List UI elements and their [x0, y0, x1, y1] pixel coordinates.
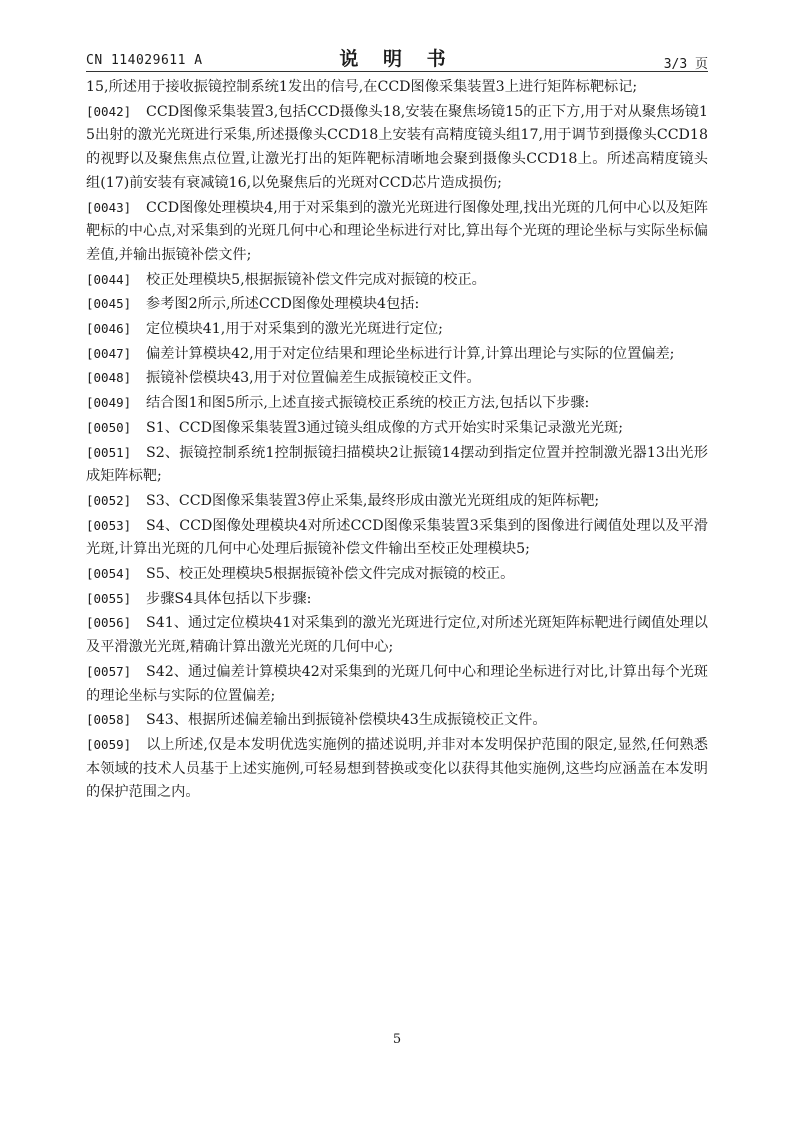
paragraph [86, 708, 708, 733]
header-divider [86, 71, 708, 72]
paragraph-text: CCD图像采集装置3,包括CCD摄像头18,安装在聚焦场镜15的正下方,用于对从聚焦场镜15出射的激光光斑进行采集,所述摄像头CCD18上安装有高精度镜头组17,用于调节到摄像头CCD18的视野以及聚焦焦点位置,让激光打出的矩阵靶标清晰地会聚到摄像头CCD18上。所述高精度镜头组(17)前安装有衰减镜16,以免聚焦后的光斑对CCD芯片造成损伤; [86, 103, 708, 191]
paragraph [86, 562, 708, 587]
paragraph-text: 校正处理模块5,根据振镜补偿文件完成对振镜的校正。 [146, 271, 486, 288]
page-indicator: 3/3 页 [663, 57, 708, 72]
paragraph-text: 偏差计算模块42,用于对定位结果和理论坐标进行计算,计算出理论与实际的位置偏差; [146, 345, 675, 362]
paragraph [86, 587, 708, 612]
paragraph-text: S41、通过定位模块41对采集到的激光光斑进行定位,对所述光斑矩阵标靶进行阈值处理以及平滑激光光斑,精确计算出激光光斑的几何中心; [86, 615, 708, 656]
paragraph-number: [0047] [86, 345, 132, 361]
paragraph [86, 514, 708, 562]
paragraph-number: [0045] [86, 296, 132, 312]
paragraph [86, 292, 708, 317]
paragraph-text: S5、校正处理模块5根据振镜补偿文件完成对振镜的校正。 [146, 566, 515, 583]
paragraph [86, 366, 708, 391]
paragraph-number: [0058] [86, 712, 132, 728]
paragraph [86, 391, 708, 416]
publication-number: CN 114029611 A [86, 53, 203, 68]
paragraph-text: S4、CCD图像处理模块4对所述CCD图像采集装置3采集到的图像进行阈值处理以及平滑光斑,计算出光斑的几何中心处理后振镜补偿文件输出至校正处理模块5; [86, 517, 708, 558]
paragraph-text: 参考图2所示,所述CCD图像处理模块4包括: [146, 296, 420, 313]
paragraph-text: S43、根据所述偏差输出到振镜补偿模块43生成振镜校正文件。 [146, 712, 547, 729]
paragraph [86, 489, 708, 514]
paragraph [86, 733, 708, 805]
paragraph-number: [0051] [86, 444, 132, 460]
paragraph-text: CCD图像处理模块4,用于对采集到的激光光斑进行图像处理,找出光斑的几何中心以及矩阵靶标的中心点,对采集到的光斑几何中心和理论坐标进行对比,算出每个光斑的理论坐标与实际坐标偏差值,并输出振镜补偿文件; [86, 199, 708, 263]
paragraph-text: S2、振镜控制系统1控制振镜扫描模块2让振镜14摆动到指定位置并控制激光器13出光形成矩阵标靶; [86, 444, 708, 485]
paragraph-number: [0056] [86, 615, 132, 631]
page-number: 5 [392, 1032, 402, 1047]
paragraph-number: [0053] [86, 517, 132, 533]
paragraph-number: [0043] [86, 199, 132, 215]
paragraph-number: [0059] [86, 736, 132, 752]
paragraph-number: [0048] [86, 370, 132, 386]
paragraph-number: [0050] [86, 419, 132, 435]
document-title: 说 明 书 [339, 48, 455, 70]
paragraph-text: 结合图1和图5所示,上述直接式振镜校正系统的校正方法,包括以下步骤: [146, 395, 590, 412]
paragraph-number: [0057] [86, 663, 132, 679]
page-header [86, 42, 708, 72]
paragraph-number: [0055] [86, 590, 132, 606]
paragraph-text: 振镜补偿模块43,用于对位置偏差生成振镜校正文件。 [146, 370, 481, 387]
paragraph [86, 196, 708, 268]
document-body [86, 76, 708, 805]
paragraph-text: 以上所述,仅是本发明优选实施例的描述说明,并非对本发明保护范围的限定,显然,任何熟悉本领域的技术人员基于上述实施例,可轻易想到替换或变化以获得其他实施例,这些均应涵盖在本发明的保护范围之内。 [86, 736, 708, 801]
paragraph-number: [0049] [86, 395, 132, 411]
paragraph-number: [0054] [86, 566, 132, 582]
paragraph-number: [0042] [86, 103, 132, 119]
paragraph-number: [0044] [86, 271, 132, 287]
paragraph [86, 611, 708, 659]
paragraph-list [86, 100, 708, 805]
paragraph-number: [0052] [86, 492, 132, 508]
paragraph-text: S42、通过偏差计算模块42对采集到的光斑几何中心和理论坐标进行对比,计算出每个光斑的理论坐标与实际的位置偏差; [86, 663, 708, 704]
paragraph [86, 317, 708, 342]
paragraph-number: [0046] [86, 321, 132, 337]
paragraph [86, 100, 708, 196]
paragraph-text: 步骤S4具体包括以下步骤: [146, 590, 312, 607]
paragraph [86, 342, 708, 367]
paragraph-text: 定位模块41,用于对采集到的激光光斑进行定位; [146, 321, 443, 338]
paragraph [86, 441, 708, 489]
paragraph [86, 268, 708, 293]
paragraph [86, 416, 708, 441]
paragraph-text: S1、CCD图像采集装置3通过镜头组成像的方式开始实时采集记录激光光斑; [146, 419, 624, 436]
paragraph-text: S3、CCD图像采集装置3停止采集,最终形成由激光光斑组成的矩阵标靶; [146, 492, 600, 509]
paragraph [86, 660, 708, 708]
continuation-text: 15,所述用于接收振镜控制系统1发出的信号,在CCD图像采集装置3上进行矩阵标靶标记; [86, 79, 638, 95]
